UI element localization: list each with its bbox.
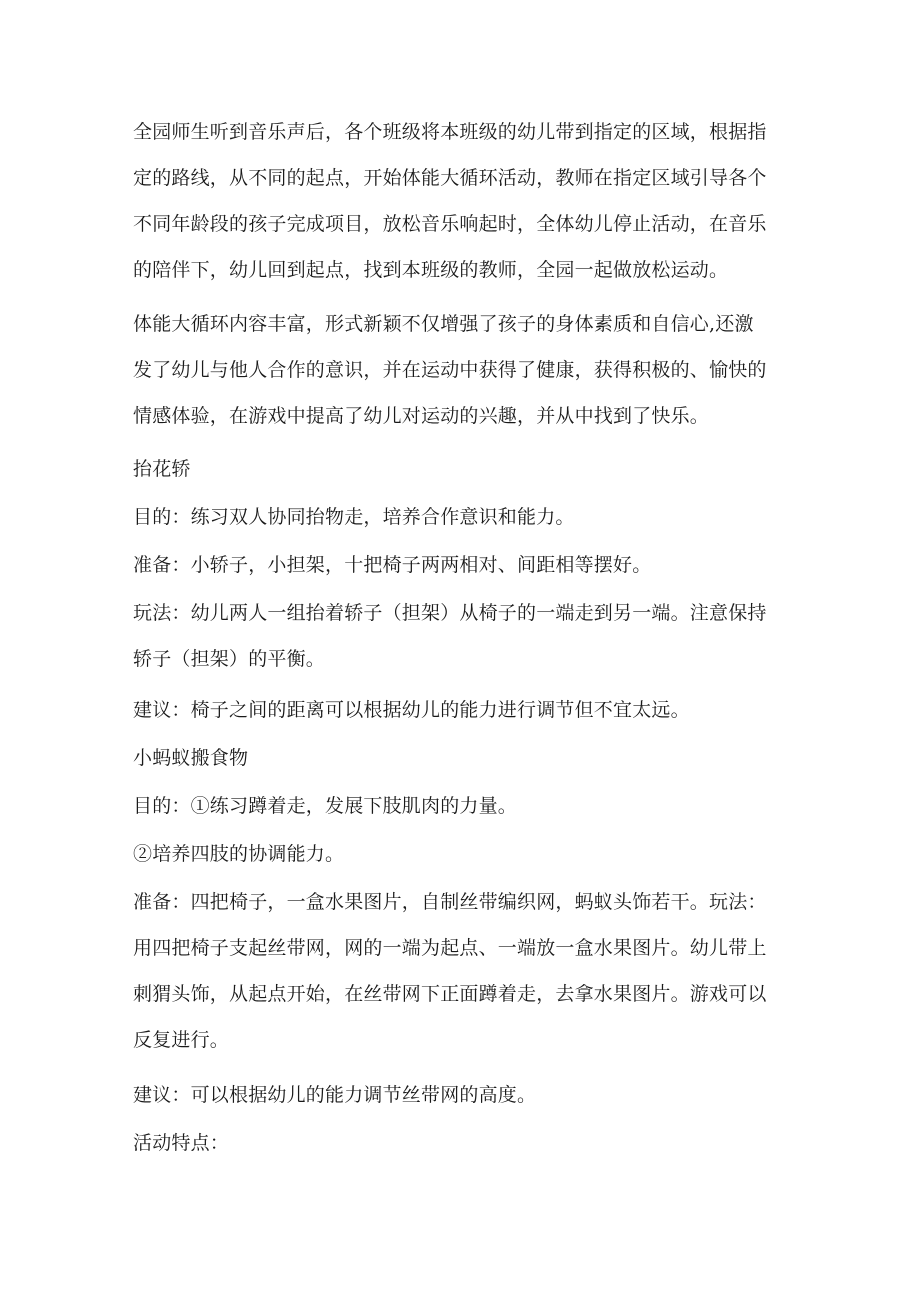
heading-game-2 <box>133 735 793 781</box>
game1-goal <box>133 494 793 540</box>
game2-goal-a <box>133 783 793 829</box>
text-line: 的陪伴下，幼儿回到起点，找到本班级的教师，全园一起做放松运动。 <box>133 259 729 281</box>
text-line: 建议：可以根据幼儿的能力调节丝带网的高度。 <box>133 1084 537 1106</box>
paragraph-summary <box>133 301 793 439</box>
text-line: 准备：小轿子，小担架，十把椅子两两相对、间距相等摆好。 <box>133 554 652 576</box>
text-line: 目的：①练习蹲着走，发展下肢肌肉的力量。 <box>133 795 518 817</box>
text-line: 发了幼儿与他人合作的意识，并在运动中获得了健康，获得积极的、愉快的 <box>133 359 767 381</box>
text-line: 全园师生听到音乐声后，各个班级将本班级的幼儿带到指定的区域，根据指 <box>133 121 767 143</box>
game2-advice <box>133 1072 793 1118</box>
text-line: 定的路线，从不同的起点，开始体能大循环活动，教师在指定区域引导各个 <box>133 167 767 189</box>
text-line: 目的：练习双人协同抬物走，培养合作意识和能力。 <box>133 506 575 528</box>
text-line: 不同年龄段的孩子完成项目，放松音乐响起时，全体幼儿停止活动，在音乐 <box>133 213 767 235</box>
game1-play <box>133 590 793 682</box>
text-line: 刺猬头饰，从起点开始，在丝带网下正面蹲着走，去拿水果图片。游戏可以 <box>133 983 767 1005</box>
text-line: 准备：四把椅子，一盒水果图片，自制丝带编织网，蚂蚁头饰若干。玩法： <box>133 891 767 913</box>
game2-preparation-play <box>133 879 793 1063</box>
section-heading: 活动特点： <box>133 1132 230 1154</box>
game2-goal-b <box>133 831 793 877</box>
game1-preparation <box>133 542 793 588</box>
paragraph-routine <box>133 109 793 293</box>
text-line: 情感体验，在游戏中提高了幼儿对运动的兴趣，并从中找到了快乐。 <box>133 405 710 427</box>
text-line: 体能大循环内容丰富，形式新颖不仅增强了孩子的身体素质和自信心,还激 <box>133 313 754 335</box>
activity-features <box>133 1120 793 1166</box>
text-line: 轿子（担架）的平衡。 <box>133 648 326 670</box>
text-line: 建议：椅子之间的距离可以根据幼儿的能力进行调节但不宜太远。 <box>133 699 690 721</box>
text-line: ②培养四肢的协调能力。 <box>133 843 345 865</box>
text-line: 反复进行。 <box>133 1029 230 1051</box>
text-line: 用四把椅子支起丝带网，网的一端为起点、一端放一盒水果图片。幼儿带上 <box>133 937 767 959</box>
heading-game-1 <box>133 446 793 492</box>
section-heading: 小蚂蚁搬食物 <box>133 747 249 769</box>
text-line: 玩法：幼儿两人一组抬着轿子（担架）从椅子的一端走到另一端。注意保持 <box>133 602 767 624</box>
section-heading: 抬花轿 <box>133 458 191 480</box>
game1-advice <box>133 687 793 733</box>
